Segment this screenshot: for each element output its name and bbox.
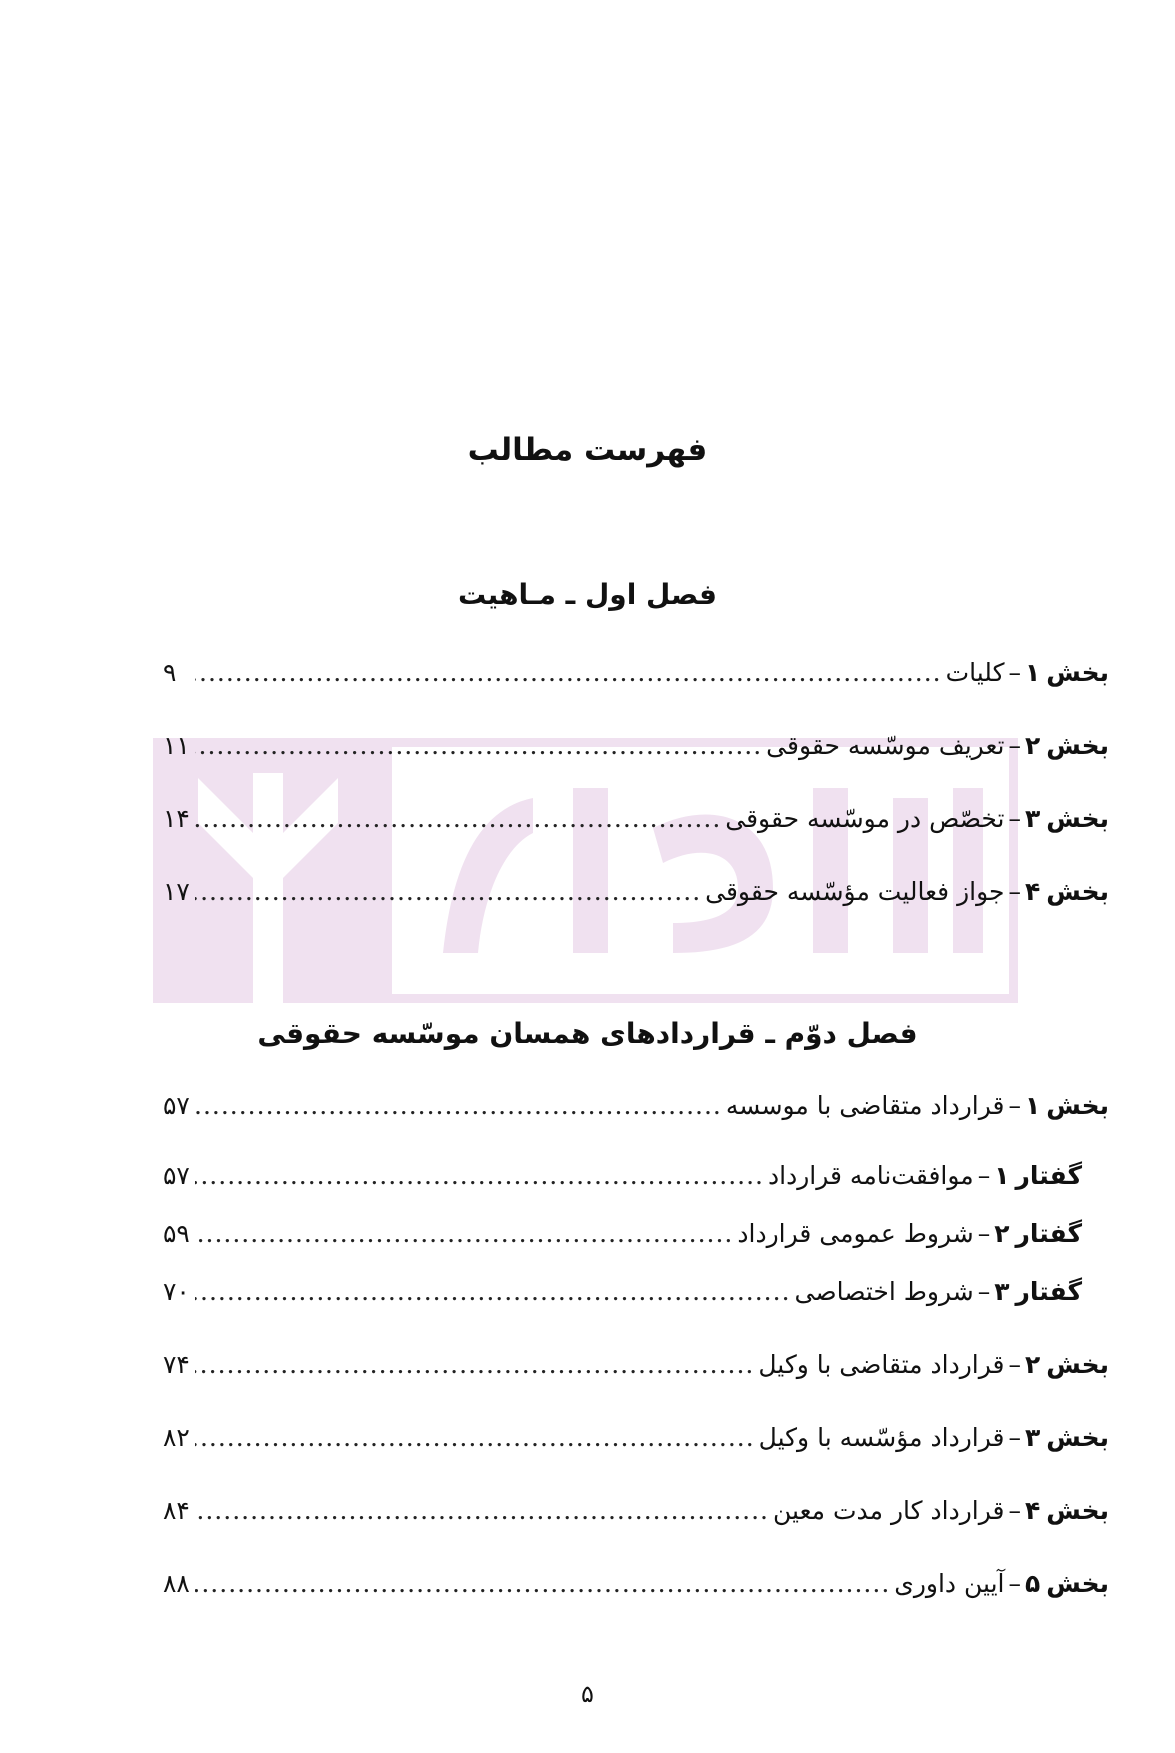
toc-entry[interactable] [163, 1088, 1109, 1124]
entry-separator: – [977, 1219, 991, 1248]
dot-leader [195, 1420, 755, 1456]
entry-separator: – [1008, 877, 1021, 906]
entry-page-number: ۱۱ [163, 731, 190, 760]
toc-entry[interactable] [163, 801, 1109, 837]
entry-separator: – [1008, 731, 1021, 760]
entry-title: قرارداد متقاضی با وکیل [758, 1350, 1005, 1379]
entry-page-number: ۷۰ [163, 1277, 190, 1306]
entry-separator: – [1008, 658, 1021, 687]
toc-entry[interactable] [163, 1347, 1109, 1383]
entry-separator: – [1008, 1423, 1021, 1452]
entry-number: ۴ [1024, 1496, 1041, 1525]
entry-number: ۱ [1024, 658, 1041, 687]
entry-title: قرارداد مؤسّسه با وکیل [758, 1423, 1005, 1452]
entry-number: ۱ [1024, 1091, 1041, 1120]
entry-title: آیین داوری [894, 1569, 1005, 1598]
toc-subentry[interactable] [163, 1274, 1082, 1310]
entry-page-number: ۷۴ [163, 1350, 190, 1379]
dot-leader [195, 1088, 722, 1124]
entry-title: جواز فعالیت مؤسّسه حقوقی [705, 877, 1005, 906]
entry-separator: – [1008, 1091, 1021, 1120]
entry-page-number: ۱۴ [163, 804, 190, 833]
chapter-1-heading: فصل اول ـ مـاهیت [458, 578, 717, 611]
entry-title: قرارداد متقاضی با موسسه [725, 1091, 1005, 1120]
entry-label: بخش [1046, 877, 1109, 906]
entry-page-number: ۵۹ [163, 1219, 190, 1248]
entry-title: تعریف موسّسه حقوقی [766, 731, 1005, 760]
entry-label: بخش [1046, 804, 1109, 833]
toc-entry[interactable] [163, 1493, 1109, 1529]
entry-number: ۳ [1024, 1423, 1041, 1452]
entry-separator: – [1008, 804, 1021, 833]
toc-entry[interactable] [163, 1566, 1109, 1602]
entry-separator: – [1008, 1350, 1021, 1379]
toc-subentry[interactable] [163, 1216, 1082, 1252]
entry-number: ۴ [1024, 877, 1041, 906]
entry-number: ۲ [1024, 731, 1041, 760]
dot-leader [195, 1216, 733, 1252]
entry-label: گفتار [1015, 1161, 1082, 1190]
entry-title: شروط عمومی قرارداد [737, 1219, 974, 1248]
entry-label: بخش [1046, 1091, 1109, 1120]
dot-leader [195, 1566, 890, 1602]
entry-label: بخش [1046, 1350, 1109, 1379]
dot-leader [195, 655, 942, 691]
entry-label: بخش [1046, 658, 1109, 687]
entry-title: قرارداد کار مدت معین [773, 1496, 1005, 1525]
dot-leader [195, 1274, 791, 1310]
entry-title: کلیات [945, 658, 1005, 687]
entry-page-number: ۵۷ [163, 1161, 190, 1190]
entry-separator: – [1008, 1496, 1021, 1525]
page-title: فهرست مطالب [467, 432, 708, 468]
entry-title: موافقت‌نامه قرارداد [768, 1161, 974, 1190]
entry-label: گفتار [1015, 1219, 1082, 1248]
toc-entry[interactable] [163, 1420, 1109, 1456]
entry-number: ۳ [1024, 804, 1041, 833]
entry-number: ۲ [994, 1219, 1010, 1248]
entry-page-number: ۸۸ [163, 1569, 190, 1598]
entry-page-number: ۵۷ [163, 1091, 190, 1120]
watermark-logo [153, 738, 1018, 1003]
entry-separator: – [977, 1161, 991, 1190]
entry-page-number: ۱۷ [163, 877, 190, 906]
toc-entry[interactable] [163, 728, 1109, 764]
dot-leader [195, 874, 701, 910]
toc-entry[interactable] [163, 655, 1109, 691]
dot-leader [195, 1347, 754, 1383]
entry-number: ۵ [1024, 1569, 1041, 1598]
page-number: ۵ [581, 1680, 594, 1708]
entry-number: ۲ [1024, 1350, 1041, 1379]
entry-page-number: ۸۲ [163, 1423, 190, 1452]
entry-number: ۱ [994, 1161, 1010, 1190]
entry-number: ۳ [994, 1277, 1010, 1306]
entry-label: بخش [1046, 1496, 1109, 1525]
entry-label: بخش [1046, 1423, 1109, 1452]
entry-title: شروط اختصاصی [794, 1277, 974, 1306]
entry-separator: – [1008, 1569, 1021, 1598]
dot-leader [195, 801, 721, 837]
toc-subentry[interactable] [163, 1158, 1082, 1194]
entry-separator: – [977, 1277, 991, 1306]
chapter-2-heading: فصل دوّم ـ قراردادهای همسان موسّسه حقوقی [257, 1017, 918, 1050]
entry-title: تخصّص در موسّسه حقوقی [725, 804, 1005, 833]
entry-label: بخش [1046, 1569, 1109, 1598]
entry-label: گفتار [1015, 1277, 1082, 1306]
dot-leader [195, 728, 762, 764]
dot-leader [195, 1158, 764, 1194]
dot-leader [195, 1493, 769, 1529]
entry-page-number: ۹ [163, 658, 177, 687]
entry-page-number: ۸۴ [163, 1496, 190, 1525]
toc-entry[interactable] [163, 874, 1109, 910]
entry-label: بخش [1046, 731, 1109, 760]
